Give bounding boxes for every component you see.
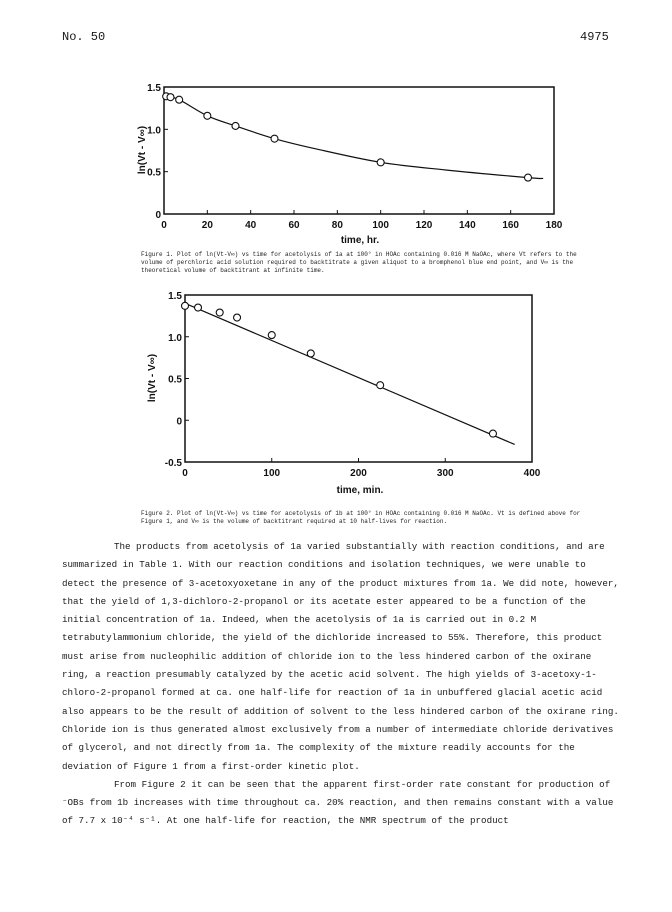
figure-2-fit-line: [185, 303, 515, 444]
fig1-x-tick-label: 140: [458, 220, 476, 231]
fig2-data-point: [195, 304, 202, 311]
fig2-x-tick-label: 100: [263, 468, 281, 479]
fig2-x-tick-label: 0: [182, 468, 188, 479]
fig1-data-point: [232, 122, 239, 129]
fig2-y-tick-label: 0.5: [168, 374, 182, 386]
fig2-data-point: [216, 309, 223, 316]
fig2-data-point: [182, 302, 189, 309]
fig2-x-tick-label: 200: [350, 468, 367, 479]
fig2-y-tick-label: 1.0: [168, 332, 182, 344]
fig1-x-tick-label: 100: [372, 220, 390, 231]
fig2-y-tick-label: 1.5: [168, 291, 182, 302]
fig1-y-tick-label: 0.5: [147, 167, 161, 179]
figure-2-x-axis-label: time, min.: [336, 485, 384, 496]
figure-1-y-axis-label: ln(Vt - V∞): [137, 125, 148, 175]
fig2-data-point: [307, 350, 314, 357]
figure-1-caption: Figure 1. Plot of ln(Vt-V∞) vs time for acetolysis of 1a at 100° in HOAc containing 0.016 M NaOAc, where Vt refers to the volume of perchloric acid solution required to backtitrate a given aliquot to a bromphenol blue end point, and V∞ is the theoretical volume of backtitrant at infinite time.: [141, 251, 577, 274]
fig1-y-tick-label: 1.0: [147, 125, 161, 137]
body-text: [62, 538, 622, 831]
figure-1-fit-curve: [166, 96, 543, 178]
fig1-x-tick-label: 20: [201, 220, 213, 231]
fig1-x-tick-label: 80: [331, 220, 343, 231]
fig2-data-point: [489, 430, 496, 437]
fig2-y-tick-label: -0.5: [164, 458, 182, 469]
fig1-x-tick-label: 180: [545, 220, 563, 231]
figure-1-plot-frame: [164, 87, 554, 214]
fig2-data-point: [234, 314, 241, 321]
fig2-x-tick-label: 300: [436, 468, 454, 479]
page-header-left: No. 50: [62, 30, 106, 44]
fig1-data-point: [204, 112, 211, 119]
fig1-data-point: [525, 174, 532, 181]
fig2-x-tick-label: 400: [523, 468, 541, 479]
fig1-x-tick-label: 120: [415, 220, 433, 231]
body-paragraph-2: From Figure 2 it can be seen that the apparent first-order rate constant for production of ⁻OBs from 1b increases with time throughout ca. 20% reaction, and then remains constant with a value of 7.7 x 10⁻⁴ s⁻¹. At one half-life for reaction, the NMR spectrum of the product: [62, 778, 614, 827]
fig2-data-point: [377, 382, 384, 389]
figure-2-chart: [147, 291, 541, 496]
figure-1-chart: [137, 83, 563, 246]
fig1-data-point: [377, 159, 384, 166]
fig1-y-tick-label: 0: [155, 210, 161, 221]
fig1-data-point: [167, 94, 174, 101]
fig1-data-point: [271, 135, 278, 142]
figure-2-caption: Figure 2. Plot of ln(Vt-V∞) vs time for acetolysis of 1b at 100° in HOAc containing 0.016 M NaOAc. Vt is defined above for Figure 1, and V∞ is the volume of backtitrant required at 10 half-lives for reaction.: [141, 510, 581, 525]
fig2-y-tick-label: 0: [176, 416, 182, 428]
body-paragraph-1: The products from acetolysis of 1a varied substantially with reaction conditions, and are summarized in Table 1. With our reaction conditions and isolation techniques, we were unable to detect the presence of 3-acetoxyoxetane in any of the product mixtures from 1a. We did note, however, that the yield of 1,3-dichloro-2-propanol or its acetate ester appeared to be a function of the initial concentration of 1a. Indeed, when the acetolysis of 1a is carried out in 0.2 M tetrabutylammonium chloride, the yield of the dichloride increased to 55%. Therefore, this product must arise from nucleophilic addition of chloride ion to the less hindered carbon of the oxirane ring, a reaction presumably catalyzed by the acetic acid solvent. The high yields of 3-acetoxy-1-chloro-2-propanol formed at ca. one half-life for reaction of 1a in unbuffered glacial acetic acid also appears to be the result of addition of solvent to the less hindered carbon of the oxirane ring. Chloride ion is thus generated almost exclusively from a number of intermediate chloride derivatives of glycerol, and not directly from 1a. The complexity of the mixture readily accounts for the deviation of Figure 1 from a first-order kinetic plot.: [62, 541, 619, 772]
figure-1-x-axis-label: time, hr.: [340, 235, 380, 246]
fig1-x-tick-label: 0: [161, 220, 167, 231]
figure-2-y-axis-label: ln(Vt - V∞): [147, 353, 158, 403]
page-number: 4975: [580, 30, 609, 44]
fig1-x-tick-label: 160: [502, 220, 520, 231]
fig1-data-point: [176, 96, 183, 103]
fig1-x-tick-label: 60: [288, 220, 300, 231]
fig2-data-point: [268, 332, 275, 339]
fig1-x-tick-label: 40: [245, 220, 257, 231]
fig1-y-tick-label: 1.5: [147, 83, 161, 94]
